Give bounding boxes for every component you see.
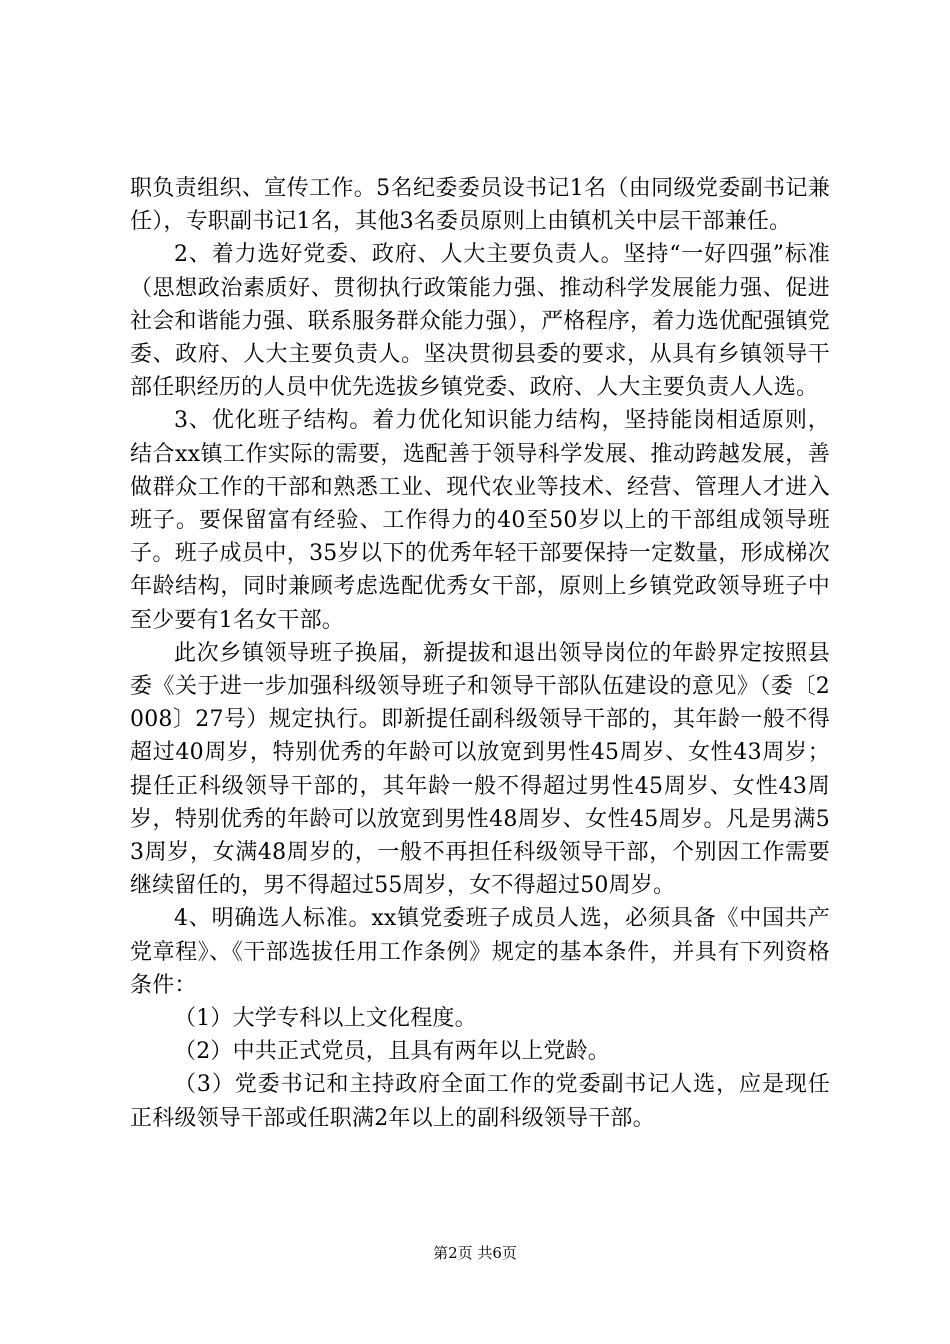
condition-item-2: （2）中共正式党员，且具有两年以上党龄。	[174, 1039, 610, 1065]
paragraph-item-2: 2、着力选好党委、政府、人大主要负责人。坚持“一好四强”标准（思想政治素质好、贯彻执行政策能力强、推动科学发展能力强、促进社会和谐能力强、联系服务群众能力强），严格程序，着力选优配强镇党委、政府、人大主要负责人。坚决贯彻县委的要求，从具有乡镇领导干部任职经历的人员中优先选拔乡镇党委、政府、人大主要负责人人选。	[130, 242, 830, 401]
paragraph-item-4: 4、明确选人标准。xx镇党委班子成员人选，必须具备《中国共产党章程》、《干部选拔任用工作条例》规定的基本条件，并具有下列资格条件：	[130, 906, 830, 998]
condition-item-3: （3）党委书记和主持政府全面工作的党委副书记人选，应是现任正科级领导干部或任职满2年以上的副科级领导干部。	[130, 1072, 830, 1131]
document-body	[130, 172, 830, 1135]
condition-item-1: （1）大学专科以上文化程度。	[174, 1006, 477, 1032]
page-number-footer: 第2页 共6页	[433, 1244, 517, 1262]
paragraph-age-rules: 此次乡镇领导班子换届，新提拔和退出领导岗位的年龄界定按照县委《关于进一步加强科级领导班子和领导干部队伍建设的意见》（委〔2008〕27号）规定执行。即新提任副科级领导干部的，其年龄一般不得超过40周岁，特别优秀的年龄可以放宽到男性45周岁、女性43周岁；提任正科级领导干部的，其年龄一般不得超过男性45周岁、女性43周岁，特别优秀的年龄可以放宽到男性48周岁、女性45周岁。凡是男满53周岁，女满48周岁的，一般不再担任科级领导干部，个别因工作需要继续留任的，男不得超过55周岁，女不得超过50周岁。	[130, 640, 830, 899]
paragraph-item-3: 3、优化班子结构。着力优化知识能力结构，坚持能岗相适原则，结合xx镇工作实际的需要，选配善于领导科学发展、推动跨越发展，善做群众工作的干部和熟悉工业、现代农业等技术、经营、管理人才进入班子。要保留富有经验、工作得力的40至50岁以上的干部组成领导班子。班子成员中，35岁以下的优秀年轻干部要保持一定数量，形成梯次年龄结构，同时兼顾考虑选配优秀女干部，原则上乡镇党政领导班子中至少要有1名女干部。	[130, 408, 830, 633]
paragraph-continuation: 职负责组织、宣传工作。5名纪委委员设书记1名（由同级党委副书记兼任），专职副书记1名，其他3名委员原则上由镇机关中层干部兼任。	[130, 176, 830, 235]
